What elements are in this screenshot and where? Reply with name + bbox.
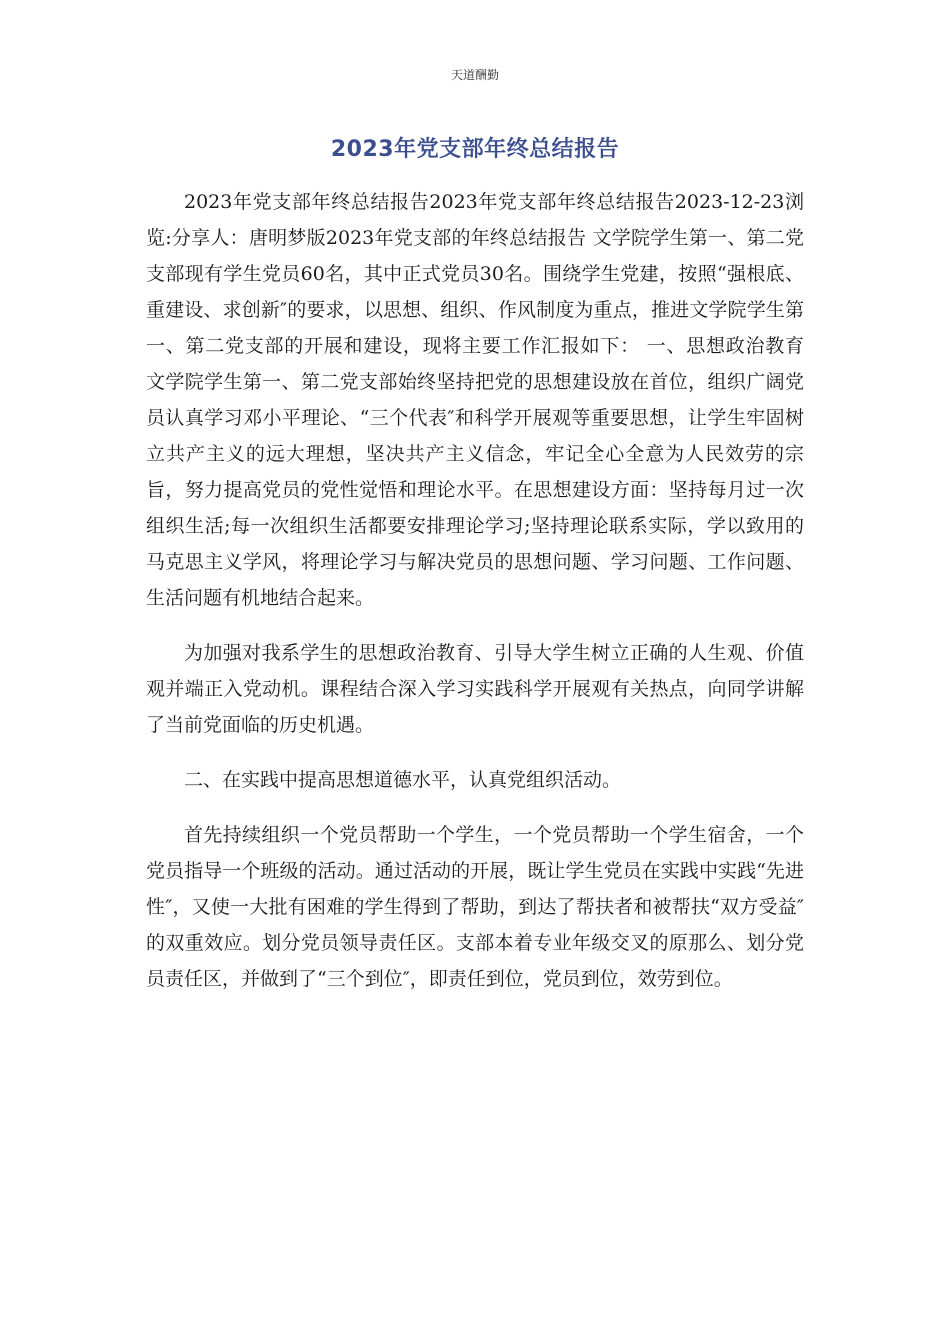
section-heading-2: 二、在实践中提高思想道德水平，认真党组织活动。 <box>184 769 622 791</box>
paragraph-1: 2023年党支部年终总结报告2023年党支部年终总结报告2023-12-23浏览:分享人：唐明梦版2023年党支部的年终总结报告 文学院学生第一、第二党支部现有学生党员60名，其中正式党员30名。围绕学生党建，按照“强根底、重建设、求创新″的要求，以思想、组织、作风制度为重点，推进文学院学生第一、第二党支部的开展和建设，现将主要工作汇报如下： 一、思想政治教育 文学院学生第一、第二党支部始终坚持把党的思想建设放在首位，组织广阔党员认真学习邓小平理论、“三个代表″和科学开展观等重要思想，让学生牢固树立共产主义的远大理想，坚决共产主义信念，牢记全心全意为人民效劳的宗旨，努力提高党员的党性觉悟和理论水平。在思想建设方面：坚持每月过一次组织生活;每一次组织生活都要安排理论学习;坚持理论联系实际，学以致用的马克思主义学风，将理论学习与解决党员的思想问题、学习问题、工作问题、生活问题有机地结合起来。 <box>146 191 804 609</box>
paragraph-2: 为加强对我系学生的思想政治教育、引导大学生树立正确的人生观、价值观并端正入党动机。课程结合深入学习实践科学开展观有关热点，向同学讲解了当前党面临的历史机遇。 <box>146 642 804 736</box>
paragraph-3: 首先持续组织一个党员帮助一个学生，一个党员帮助一个学生宿舍，一个党员指导一个班级的活动。通过活动的开展，既让学生党员在实践中实践“先进性″，又使一大批有困难的学生得到了帮助，到达了帮扶者和被帮扶“双方受益″的双重效应。划分党员领导责任区。支部本着专业年级交叉的原那么、划分党员责任区，并做到了“三个到位″，即责任到位，党员到位，效劳到位。 <box>146 824 804 990</box>
page-header-text: 天道酬勤 <box>450 68 499 82</box>
document-body <box>146 184 804 1016</box>
document-title: 2023年党支部年终总结报告 <box>330 137 620 162</box>
